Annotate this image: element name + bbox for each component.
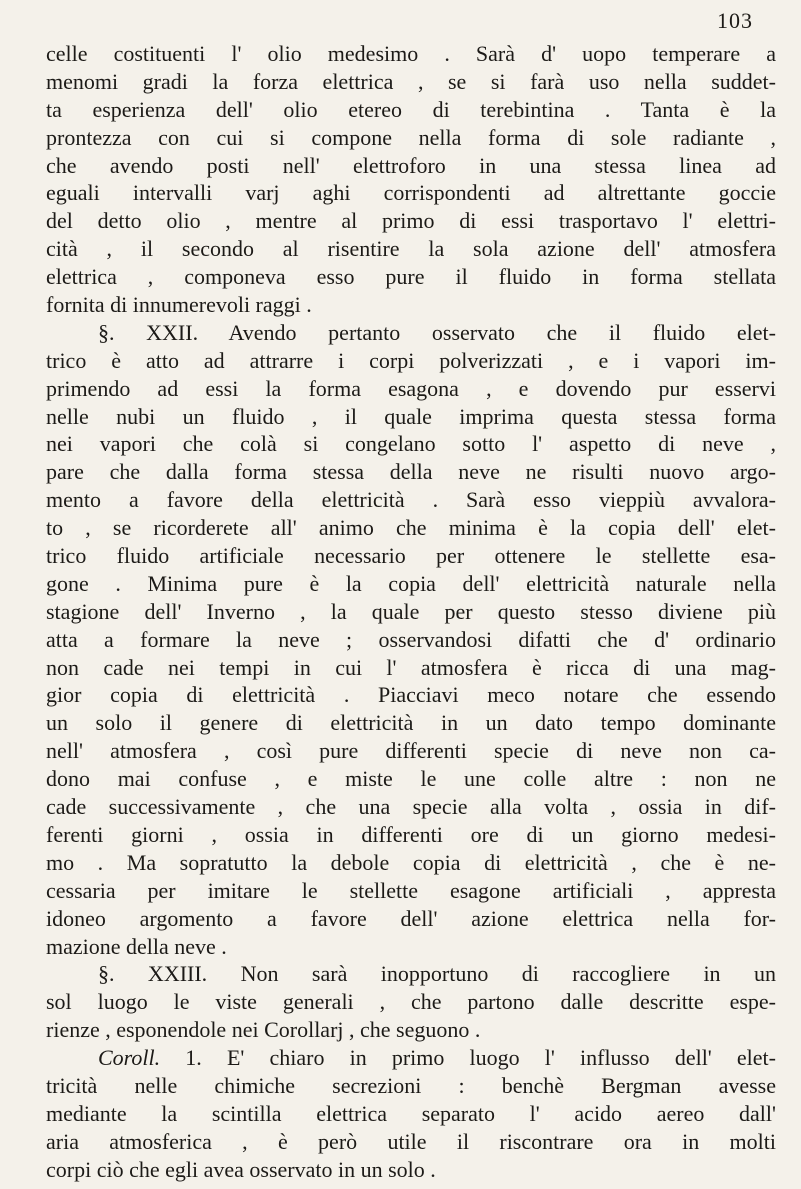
text-line: pare che dalla forma stessa della neve ne risulti nuovo argo- [46,459,776,485]
text-line: ferenti giorni , ossia in differenti ore di un giorno medesi- [46,821,776,847]
text-line: nei vapori che colà si congelano sotto l' aspetto di neve , [46,431,776,457]
body-text [46,40,776,1184]
text-line: eguali intervalli varj aghi corrispondenti ad altrettante goccie [46,180,776,206]
text-line: rienze , esponendole nei Corollarj , che seguono . [46,1017,481,1043]
text-line: tricità nelle chimiche secrezioni : benchè Bergman avesse [46,1072,776,1098]
text-line: sol luogo le viste generali , che partono dalle descritte espe- [46,989,776,1015]
text-line: fornita di innumerevoli raggi . [46,292,312,318]
text-line: prontezza con cui si compone nella forma di sole radiante , [46,124,776,150]
text-line: trico è atto ad attrarre i corpi polverizzati , e i vapori im- [46,347,776,373]
text-line: menomi gradi la forza elettrica , se si farà uso nella suddet- [46,68,776,94]
text-line: trico fluido artificiale necessario per ottenere le stellette esa- [46,543,776,569]
text-line: cità , il secondo al risentire la sola azione dell' atmosfera [46,236,776,262]
text-line: elettrica , componeva esso pure il fluido in forma stellata [46,264,776,290]
text-line: mento a favore della elettricità . Sarà esso vieppiù avvalora- [46,487,776,513]
text-line: un solo il genere di elettricità in un dato tempo dominante [46,710,776,736]
text-line: primendo ad essi la forma esagona , e dovendo pur esservi [46,375,776,401]
text-line: mo . Ma sopratutto la debole copia di elettricità , che è ne- [46,849,776,875]
text-line: nelle nubi un fluido , il quale imprima questa stessa forma [46,403,776,429]
text-line: cade successivamente , che una specie alla volta , ossia in dif- [46,794,776,820]
text-line: stagione dell' Inverno , la quale per questo stesso diviene più [46,598,776,624]
text-line: dono mai confuse , e miste le une colle altre : non ne [46,766,776,792]
text-line: aria atmosferica , è però utile il riscontrare ora in molti [46,1128,776,1154]
text-line: §. XXIII. Non sarà inopportuno di raccogliere in un [98,961,776,987]
text-line: corpi ciò che egli avea osservato in un solo . [46,1156,436,1182]
text-line: del detto olio , mentre al primo di essi trasportavo l' elettri- [46,208,776,234]
text-line: gior copia di elettricità . Piacciavi meco notare che essendo [46,682,776,708]
text-line: to , se ricorderete all' animo che minima è la copia dell' elet- [46,515,776,541]
text-line: nell' atmosfera , così pure differenti specie di neve non ca- [46,738,776,764]
text-line: ta esperienza dell' olio etereo di terebintina . Tanta è la [46,96,776,122]
text-line: idoneo argomento a favore dell' azione elettrica nella for- [46,905,776,931]
text-line: Coroll. 1. E' chiaro in primo luogo l' influsso dell' elet- [98,1045,776,1071]
text-line: gone . Minima pure è la copia dell' elettricità naturale nella [46,570,776,596]
text-line: che avendo posti nell' elettroforo in una stessa linea ad [46,152,776,178]
text-line: celle costituenti l' olio medesimo . Sarà d' uopo temperare a [46,41,776,66]
text-line: cessaria per imitare le stellette esagone artificiali , appresta [46,877,776,903]
text-line: non cade nei tempi in cui l' atmosfera è ricca di una mag- [46,654,776,680]
text-line: atta a formare la neve ; osservandosi difatti che d' ordinario [46,626,776,652]
corollary-label: Coroll. [98,1045,161,1071]
text-line: mediante la scintilla elettrica separato l' acido aereo dall' [46,1100,776,1126]
text-line: mazione della neve . [46,933,227,959]
text-line: §. XXII. Avendo pertanto osservato che il fluido elet- [98,319,776,345]
page-number: 103 [717,8,753,33]
